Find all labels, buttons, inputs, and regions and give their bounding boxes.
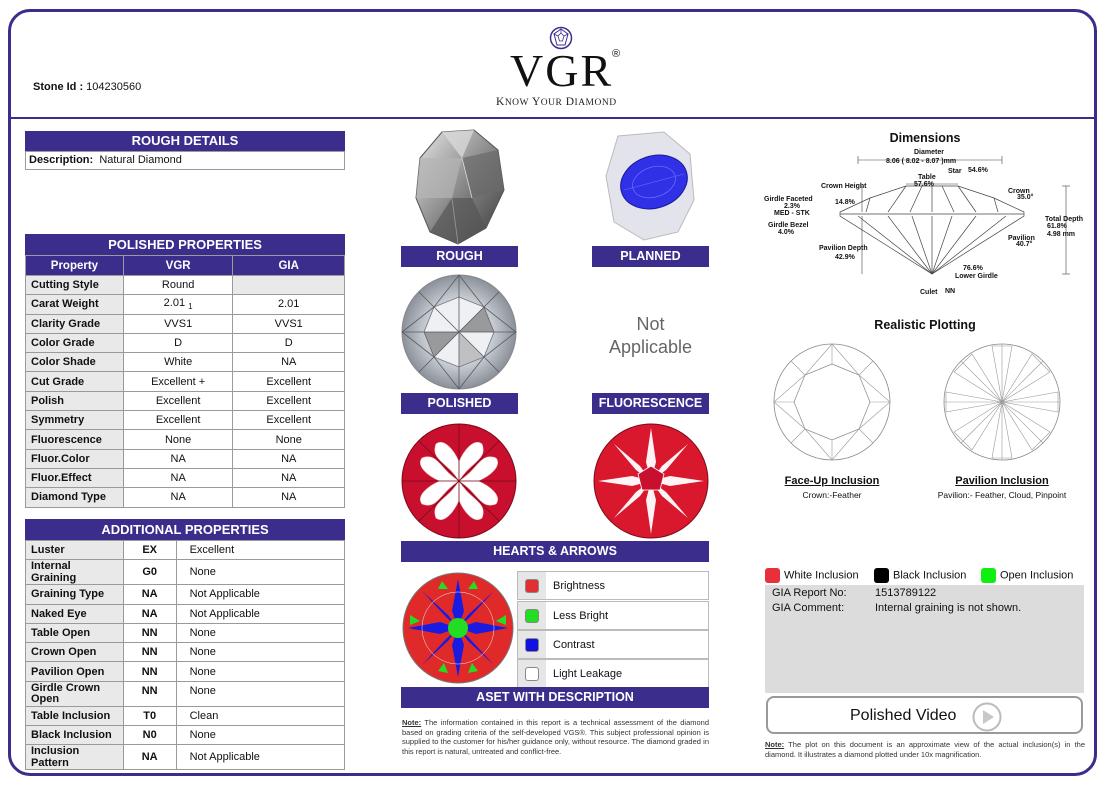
vgr-value: Excellent — [123, 411, 233, 430]
plotting-title: Realistic Plotting — [874, 318, 976, 332]
table-row — [26, 449, 345, 468]
additional-properties-panel — [25, 519, 345, 770]
face-up-inclusion-title: Face-Up Inclusion — [784, 475, 880, 487]
pavilion-angle-value: 40.7° — [1016, 241, 1033, 248]
property-code: EX — [123, 541, 176, 560]
table-row — [26, 468, 345, 487]
property-label: Black Inclusion — [26, 726, 124, 745]
star-value: 54.6% — [968, 167, 988, 174]
property-label: Graining Type — [26, 585, 124, 604]
crown-angle-value: 35.0° — [1017, 194, 1034, 201]
polished-properties-table — [25, 255, 345, 508]
aset-legend-item-light-leakage — [517, 659, 709, 688]
light-leakage-swatch — [525, 667, 539, 681]
gia-value — [233, 276, 345, 295]
property-label: Cutting Style — [26, 276, 124, 295]
aset-legend-item-brightness — [517, 571, 709, 600]
property-label: Cut Grade — [26, 372, 124, 391]
polished-video-button[interactable] — [766, 696, 1083, 734]
property-value: Not Applicable — [176, 604, 344, 623]
pavilion-inclusion-title: Pavilion Inclusion — [955, 475, 1049, 487]
fluorescence-value-line2: Applicable — [608, 337, 693, 357]
middle-note — [402, 718, 709, 756]
vgr-logo — [490, 26, 640, 112]
table-header-row — [26, 256, 345, 276]
property-label: Naked Eye — [26, 604, 124, 623]
gia-report-label: GIA Report No: — [772, 587, 847, 599]
vgr-value: Excellent + — [123, 372, 233, 391]
gia-value: NA — [233, 488, 345, 507]
aset-legend-item-less-bright — [517, 601, 709, 630]
star-label: Star — [948, 168, 962, 175]
table-row — [26, 391, 345, 410]
pavilion-depth-value: 42.9% — [835, 254, 855, 261]
legend-swatch-bg — [518, 631, 546, 658]
column-header-vgr: VGR — [123, 256, 233, 276]
diamond-profile — [840, 186, 1024, 274]
vgr-carat-value: 2.01 — [163, 297, 186, 310]
gia-value: Excellent — [233, 391, 345, 410]
property-label: Diamond Type — [26, 488, 124, 507]
property-label: Internal Graining — [26, 560, 124, 585]
table-row — [26, 333, 345, 352]
vgr-value: None — [123, 430, 233, 449]
crown-height-value: 14.8% — [835, 199, 855, 206]
aset-legend-item-contrast — [517, 630, 709, 659]
property-label: Fluor.Color — [26, 449, 124, 468]
property-value: None — [176, 726, 344, 745]
aset-image — [402, 571, 514, 685]
vgr-carat-subscript: 1 — [188, 302, 193, 312]
table-row — [26, 276, 345, 295]
culet-label: Culet — [920, 289, 938, 296]
property-value: Clean — [176, 706, 344, 725]
girdle-value: MED - STK — [774, 210, 810, 217]
dimensions-diagram — [762, 146, 1087, 298]
gia-value: None — [233, 430, 345, 449]
right-note-text: The plot on this document is an approximate view of the actual inclusion(s) in the diamond. It illustrates a diamond plotted under 10x magnification. — [765, 740, 1086, 759]
table-row — [26, 314, 345, 333]
open-inclusion-swatch — [981, 568, 996, 583]
lower-girdle-value: 76.6% — [963, 265, 983, 272]
middle-note-text: The information contained in this report is a technical assessment of the diamond based on grading criteria of the self-developed VGS®. This subject professional opinion is supplied to the customer for his/her guidance only, without resource. The diamond graded in this report is natural, untreated and conflict-free. — [402, 718, 710, 756]
polished-video-label: Polished Video — [850, 707, 957, 724]
header-divider — [11, 117, 1094, 119]
property-label: Color Grade — [26, 333, 124, 352]
property-code: G0 — [123, 560, 176, 585]
property-label: Carat Weight — [26, 295, 124, 314]
property-label: Clarity Grade — [26, 314, 124, 333]
logo-tagline: KNOW YOUR DIAMOND — [496, 96, 617, 108]
property-label: Fluor.Effect — [26, 468, 124, 487]
hearts-image — [400, 422, 518, 540]
hearts-arrows-label: HEARTS & ARROWS — [401, 541, 709, 562]
gia-comment-value: Internal graining is not shown. — [875, 602, 1022, 614]
planned-diamond-image — [604, 130, 698, 242]
property-label: Luster — [26, 541, 124, 560]
table-row — [26, 411, 345, 430]
property-label: Pavilion Open — [26, 662, 124, 681]
property-value: None — [176, 560, 344, 585]
less-bright-swatch — [525, 609, 539, 623]
property-label: Girdle Crown Open — [26, 681, 124, 706]
logo-registered: ® — [612, 48, 621, 60]
table-row — [26, 488, 345, 507]
property-label: Table Open — [26, 623, 124, 642]
additional-properties-title: ADDITIONAL PROPERTIES — [25, 519, 345, 540]
property-code: NA — [123, 745, 176, 770]
table-row — [26, 560, 345, 585]
stone-id-label: Stone Id : — [33, 81, 84, 93]
right-note — [765, 740, 1085, 759]
property-value: None — [176, 681, 344, 706]
rough-details-panel — [25, 131, 345, 170]
contrast-swatch — [525, 638, 539, 652]
gia-info-box — [765, 585, 1084, 693]
gia-value: NA — [233, 468, 345, 487]
black-inclusion-swatch — [874, 568, 889, 583]
inclusion-legend-open — [981, 568, 1073, 583]
table-row — [26, 643, 345, 662]
culet-value: NN — [945, 288, 956, 295]
table-row — [26, 726, 345, 745]
table-row — [26, 604, 345, 623]
table-row — [26, 745, 345, 770]
total-depth-label: Total Depth — [1045, 216, 1083, 223]
table-value: 57.6% — [914, 181, 934, 188]
aset-legend-label: Less Bright — [553, 610, 609, 622]
property-code: NN — [123, 643, 176, 662]
polished-diamond-image — [400, 273, 518, 391]
rough-image-label: ROUGH — [401, 246, 518, 267]
table-row — [26, 662, 345, 681]
table-row — [26, 430, 345, 449]
vgr-value: NA — [123, 468, 233, 487]
property-label: Inclusion Pattern — [26, 745, 124, 770]
crown-height-label: Crown Height — [821, 183, 867, 190]
polished-image-label: POLISHED — [401, 393, 518, 414]
vgr-value: Round — [123, 276, 233, 295]
fluorescence-value-line1: Not — [636, 314, 665, 334]
rough-description — [25, 151, 345, 170]
aset-legend-label: Contrast — [553, 639, 595, 651]
lower-girdle-label: Lower Girdle — [955, 273, 998, 280]
column-header-gia: GIA — [233, 256, 345, 276]
column-header-property: Property — [26, 256, 124, 276]
girdle-bezel-label: Girdle Bezel — [768, 222, 809, 229]
property-value: Not Applicable — [176, 745, 344, 770]
gia-value: Excellent — [233, 411, 345, 430]
gia-value: VVS1 — [233, 314, 345, 333]
inclusion-legend-white — [765, 568, 859, 583]
table-row — [26, 353, 345, 372]
girdle-faceted-value: 2.3% — [784, 203, 800, 210]
right-note-label: Note: — [765, 740, 785, 749]
table-row — [26, 681, 345, 706]
logo-text: VGR — [510, 45, 614, 96]
face-up-inclusion-detail: Crown:-Feather — [802, 490, 862, 500]
girdle-bezel-value: 4.0% — [778, 229, 794, 236]
property-label: Symmetry — [26, 411, 124, 430]
property-value: Not Applicable — [176, 585, 344, 604]
face-up-plot — [772, 342, 892, 462]
property-code: NN — [123, 662, 176, 681]
aset-label: ASET WITH DESCRIPTION — [401, 687, 709, 708]
vgr-value: Excellent — [123, 391, 233, 410]
rough-diamond-image — [412, 128, 508, 246]
property-label: Table Inclusion — [26, 706, 124, 725]
aset-legend-label: Brightness — [553, 580, 605, 592]
gia-value: D — [233, 333, 345, 352]
property-code: NA — [123, 585, 176, 604]
girdle-faceted-label: Girdle Faceted — [764, 196, 813, 203]
table-label: Table — [918, 174, 936, 181]
legend-swatch-bg — [518, 572, 546, 599]
rough-details-title: ROUGH DETAILS — [25, 131, 345, 151]
pavilion-depth-label: Pavilion Depth — [819, 245, 868, 252]
table-row — [26, 585, 345, 604]
property-label: Crown Open — [26, 643, 124, 662]
total-depth-mm: 4.98 mm — [1047, 231, 1076, 238]
property-code: NN — [123, 623, 176, 642]
vgr-value — [123, 295, 233, 314]
property-code: N0 — [123, 726, 176, 745]
dimensions-title: Dimensions — [889, 131, 961, 145]
vgr-value: White — [123, 353, 233, 372]
property-code: T0 — [123, 706, 176, 725]
fluorescence-image-label: FLUORESCENCE — [592, 393, 709, 414]
vgr-value: NA — [123, 488, 233, 507]
vgr-value: VVS1 — [123, 314, 233, 333]
polished-properties-panel — [25, 234, 345, 508]
white-inclusion-swatch — [765, 568, 780, 583]
table-row — [26, 295, 345, 314]
property-label: Polish — [26, 391, 124, 410]
table-row — [26, 541, 345, 560]
inclusion-legend-label: White Inclusion — [784, 569, 859, 582]
vgr-value: NA — [123, 449, 233, 468]
property-label: Color Shade — [26, 353, 124, 372]
additional-properties-table — [25, 540, 345, 770]
gia-value: 2.01 — [233, 295, 345, 314]
legend-swatch-bg — [518, 602, 546, 629]
total-depth-pct: 61.8% — [1047, 223, 1067, 230]
inclusion-legend-label: Black Inclusion — [893, 569, 967, 582]
polished-properties-title: POLISHED PROPERTIES — [25, 234, 345, 255]
stone-id-value: 104230560 — [86, 81, 142, 93]
property-value: None — [176, 643, 344, 662]
diameter-value: 8.06 ( 8.02 - 8.07 )mm — [886, 158, 957, 165]
property-value: None — [176, 662, 344, 681]
legend-swatch-bg — [518, 660, 546, 687]
fluorescence-not-applicable — [592, 313, 709, 359]
aset-legend — [517, 571, 709, 687]
play-icon — [972, 702, 1002, 732]
planned-image-label: PLANNED — [592, 246, 709, 267]
diameter-label: Diameter — [914, 149, 944, 156]
gia-comment-label: GIA Comment: — [772, 602, 845, 614]
pavilion-plot — [942, 342, 1062, 462]
arrows-image — [592, 422, 710, 540]
rough-description-value: Natural Diamond — [99, 154, 182, 166]
brightness-swatch — [525, 579, 539, 593]
property-value: Excellent — [176, 541, 344, 560]
middle-note-label: Note: — [402, 718, 422, 727]
inclusion-legend-label: Open Inclusion — [1000, 569, 1074, 582]
gia-value: NA — [233, 449, 345, 468]
pavilion-angle-label: Pavilion — [1008, 235, 1035, 242]
property-label: Fluorescence — [26, 430, 124, 449]
property-code: NN — [123, 681, 176, 706]
rough-description-label: Description: — [29, 154, 94, 166]
table-row — [26, 706, 345, 725]
pavilion-inclusion-detail: Pavilion:- Feather, Cloud, Pinpoint — [937, 490, 1067, 500]
gia-value: NA — [233, 353, 345, 372]
gia-value: Excellent — [233, 372, 345, 391]
vgr-value: D — [123, 333, 233, 352]
table-row — [26, 623, 345, 642]
stone-id — [33, 81, 141, 93]
property-value: None — [176, 623, 344, 642]
aset-legend-label: Light Leakage — [553, 668, 623, 680]
table-row — [26, 372, 345, 391]
property-code: NA — [123, 604, 176, 623]
gia-report-value: 1513789122 — [875, 587, 937, 599]
crown-angle-label: Crown — [1008, 188, 1030, 195]
inclusion-legend-black — [874, 568, 966, 583]
